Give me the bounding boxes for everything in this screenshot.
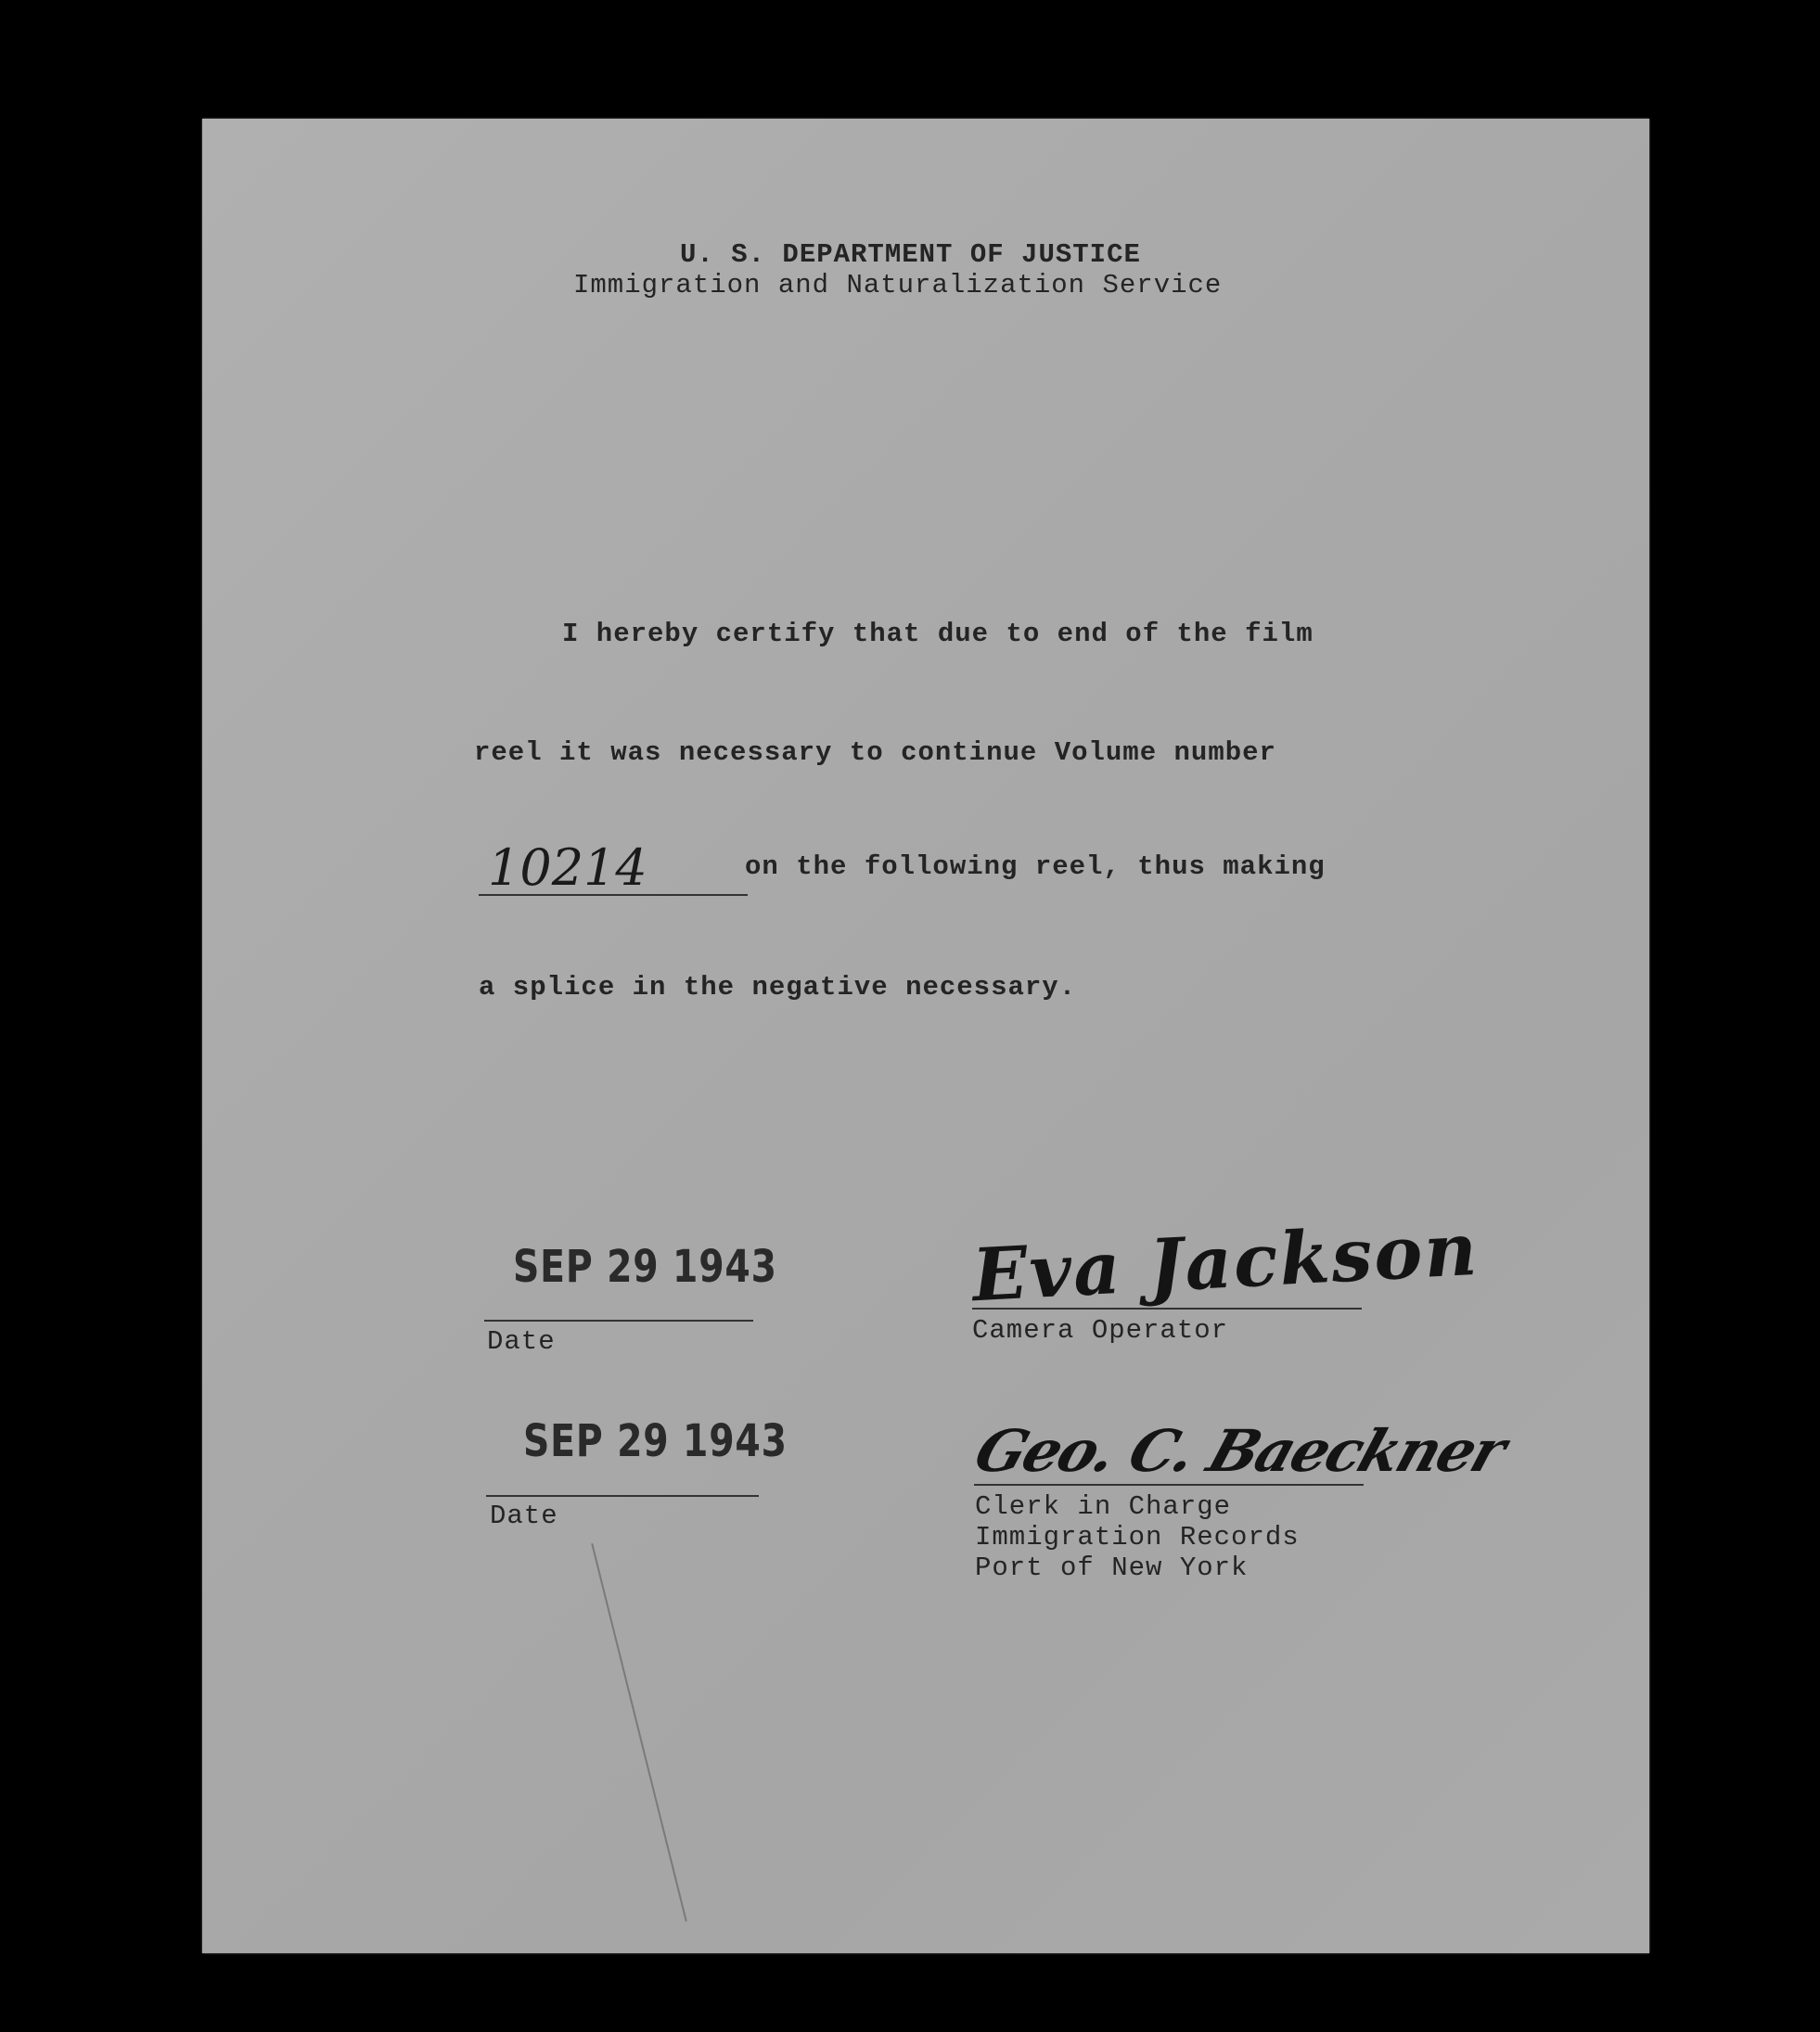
clerk-department-label: Immigration Records	[975, 1522, 1300, 1553]
camera-operator-signature: Eva Jackson	[969, 1207, 1481, 1319]
document-sheet	[202, 119, 1649, 1953]
film-scratch-mark	[591, 1543, 687, 1922]
certification-line-1: I hereby certify that due to end of the film	[562, 619, 1314, 649]
date-label-2: Date	[490, 1501, 558, 1531]
date-stamp-1: SEP 29 1943	[513, 1241, 777, 1293]
date-label-1: Date	[487, 1326, 556, 1357]
camera-operator-label: Camera Operator	[972, 1315, 1229, 1346]
clerk-signature-line	[974, 1484, 1364, 1486]
date-signature-line-2	[486, 1495, 759, 1497]
service-heading: Immigration and Naturalization Service	[573, 270, 1223, 300]
certification-line-4: a splice in the negative necessary.	[479, 972, 1077, 1003]
camera-operator-signature-line	[972, 1308, 1362, 1310]
clerk-signature: Geo. C. Baeckner	[967, 1417, 1514, 1485]
department-heading: U. S. DEPARTMENT OF JUSTICE	[680, 239, 1141, 270]
date-stamp-2: SEP 29 1943	[523, 1415, 788, 1467]
clerk-title-label: Clerk in Charge	[975, 1491, 1232, 1522]
clerk-location-label: Port of New York	[975, 1553, 1249, 1583]
certification-line-2: reel it was necessary to continue Volume number	[474, 737, 1276, 768]
date-signature-line-1	[484, 1320, 753, 1322]
certification-line-3: on the following reel, thus making	[745, 851, 1326, 882]
volume-number-handwritten: 10214	[479, 842, 748, 896]
